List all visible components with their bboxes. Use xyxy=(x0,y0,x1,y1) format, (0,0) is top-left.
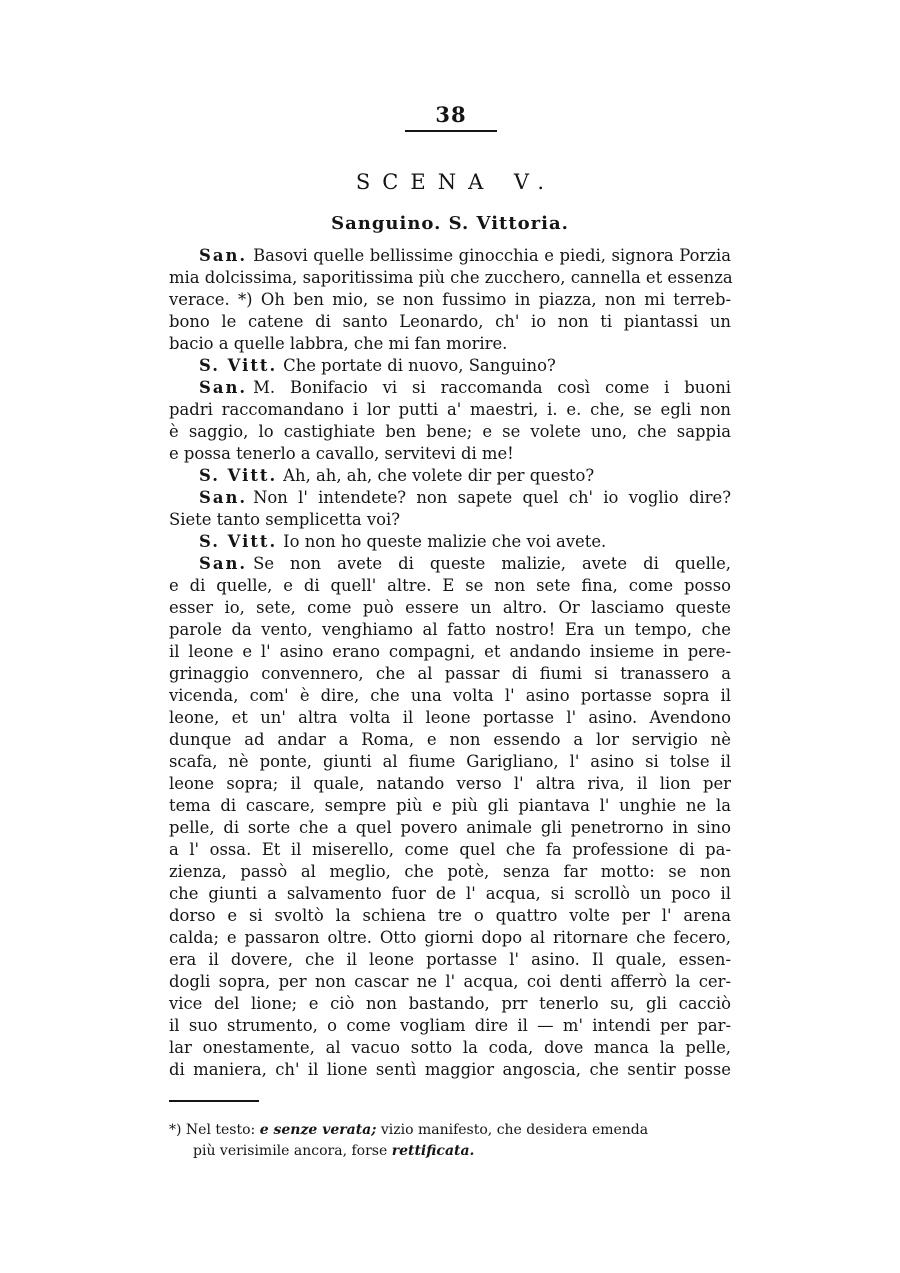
text-line: vice del lione; e ciò non bastando, prr tenerlo su, gli cacciò xyxy=(169,994,731,1013)
text-line: dogli sopra, per non cascar ne l' acqua, coi denti afferrò la cer- xyxy=(169,972,731,991)
text-line: S. Vitt. Io non ho queste malizie che voi avete. xyxy=(199,532,607,551)
speaker-label: S. Vitt. xyxy=(199,532,278,551)
text-line: di maniera, ch' il lione sentì maggior angoscia, che sentir posse xyxy=(169,1060,731,1079)
speaker-label: San. xyxy=(199,554,248,573)
page-number-rule xyxy=(405,130,497,132)
text-line: pelle, di sorte che a quel povero animale gli penetrorno in sino xyxy=(169,818,731,837)
text-line: è saggio, lo castighiate ben bene; e se volete uno, che sappia xyxy=(169,422,731,441)
footnote-quote: e senze verata; xyxy=(259,1122,377,1138)
text-line: il suo strumento, o come vogliam dire il — m' intendi per par- xyxy=(169,1016,731,1035)
text-line: scafa, nè ponte, giunti al fiume Garigliano, l' asino si tolse il xyxy=(169,752,731,771)
text-line: e possa tenerlo a cavallo, servitevi di me! xyxy=(169,444,514,463)
text-line: dunque ad andar a Roma, e non essendo a lor servigio nè xyxy=(169,730,731,749)
speaker-label: S. Vitt. xyxy=(199,356,278,375)
text-line: San. Non l' intendete? non sapete quel ch' io voglio dire? xyxy=(199,488,731,507)
footnote-rule xyxy=(169,1100,259,1102)
text-line: leone sopra; il quale, natando verso l' altra riva, il lion per xyxy=(169,774,731,793)
text-line: calda; e passaron oltre. Otto giorni dopo al ritornare che fecero, xyxy=(169,928,731,947)
text-line: padri raccomandano i lor putti a' maestri, i. e. che, se egli non xyxy=(169,400,731,419)
footnote-text: vizio manifesto, che desidera emenda xyxy=(380,1122,649,1138)
text-line: e di quelle, e di quell' altre. E se non sete fina, come posso xyxy=(169,576,731,595)
footnote-text: Nel testo: xyxy=(185,1122,256,1138)
text-line: leone, et un' altra volta il leone portasse l' asino. Avendono xyxy=(169,708,731,727)
speaker-label: San. xyxy=(199,246,248,265)
text-line: S. Vitt. Che portate di nuovo, Sanguino? xyxy=(199,356,556,375)
text-line: mia dolcissima, saporitissima più che zucchero, cannella et essenza xyxy=(169,268,733,287)
speaker-label: S. Vitt. xyxy=(199,466,278,485)
text-line: San. M. Bonifacio vi si raccomanda così come i buoni xyxy=(199,378,731,397)
speaker-label: San. xyxy=(199,488,248,507)
scene-title: SCENA V. xyxy=(355,170,557,194)
text-line: dorso e si svoltò la schiena tre o quattro volte per l' arena xyxy=(169,906,731,925)
text-line: il leone e l' asino erano compagni, et andando insieme in pere- xyxy=(169,642,731,661)
text-line: zienza, passò al meglio, che potè, senza far motto: se non xyxy=(169,862,731,881)
text-line: lar onestamente, al vacuo sotto la coda, dove manca la pelle, xyxy=(169,1038,731,1057)
dialogue-body xyxy=(169,245,731,1081)
text-line: esser io, sete, come può essere un altro. Or lasciamo queste xyxy=(169,598,731,617)
text-line: era il dovere, che il leone portasse l' asino. Il quale, essen- xyxy=(169,950,731,969)
footnote-emphasis: rettificata. xyxy=(391,1143,475,1159)
text-line: a l' ossa. Et il miserello, come quel che fa professione di pa- xyxy=(169,840,731,859)
text-line: San. Se non avete di queste malizie, avete di quelle, xyxy=(199,554,731,573)
footnote-text: più verisimile ancora, forse xyxy=(193,1143,388,1159)
text-line: Siete tanto semplicetta voi? xyxy=(169,510,401,529)
speaker-label: San. xyxy=(199,378,248,397)
footnote xyxy=(169,1120,744,1162)
text-line: verace. *) Oh ben mio, se non fussimo in piazza, non mi terreb- xyxy=(169,290,731,309)
footnote-marker: *) xyxy=(169,1122,182,1138)
scene-characters: Sanguino. S. Vittoria. xyxy=(331,213,569,234)
text-line: che giunti a salvamento fuor de l' acqua, si scrollò un poco il xyxy=(169,884,731,903)
text-line: tema di cascare, sempre più e più gli piantava l' unghie ne la xyxy=(169,796,731,815)
footnote-line xyxy=(169,1141,744,1162)
footnote-line xyxy=(169,1120,744,1141)
text-line: S. Vitt. Ah, ah, ah, che volete dir per questo? xyxy=(199,466,595,485)
text-line: bacio a quelle labbra, che mi fan morire. xyxy=(169,334,508,353)
text-line: bono le catene di santo Leonardo, ch' io non ti piantassi un xyxy=(169,312,731,331)
text-line: grinaggio convennero, che al passar di fiumi si tranassero a xyxy=(169,664,731,683)
page-number: 38 xyxy=(435,102,467,127)
text-line: vicenda, com' è dire, che una volta l' asino portasse sopra il xyxy=(169,686,731,705)
text-line: San. Basovi quelle bellissime ginocchia e piedi, signora Porzia xyxy=(199,246,731,265)
text-line: parole da vento, venghiamo al fatto nostro! Era un tempo, che xyxy=(169,620,731,639)
